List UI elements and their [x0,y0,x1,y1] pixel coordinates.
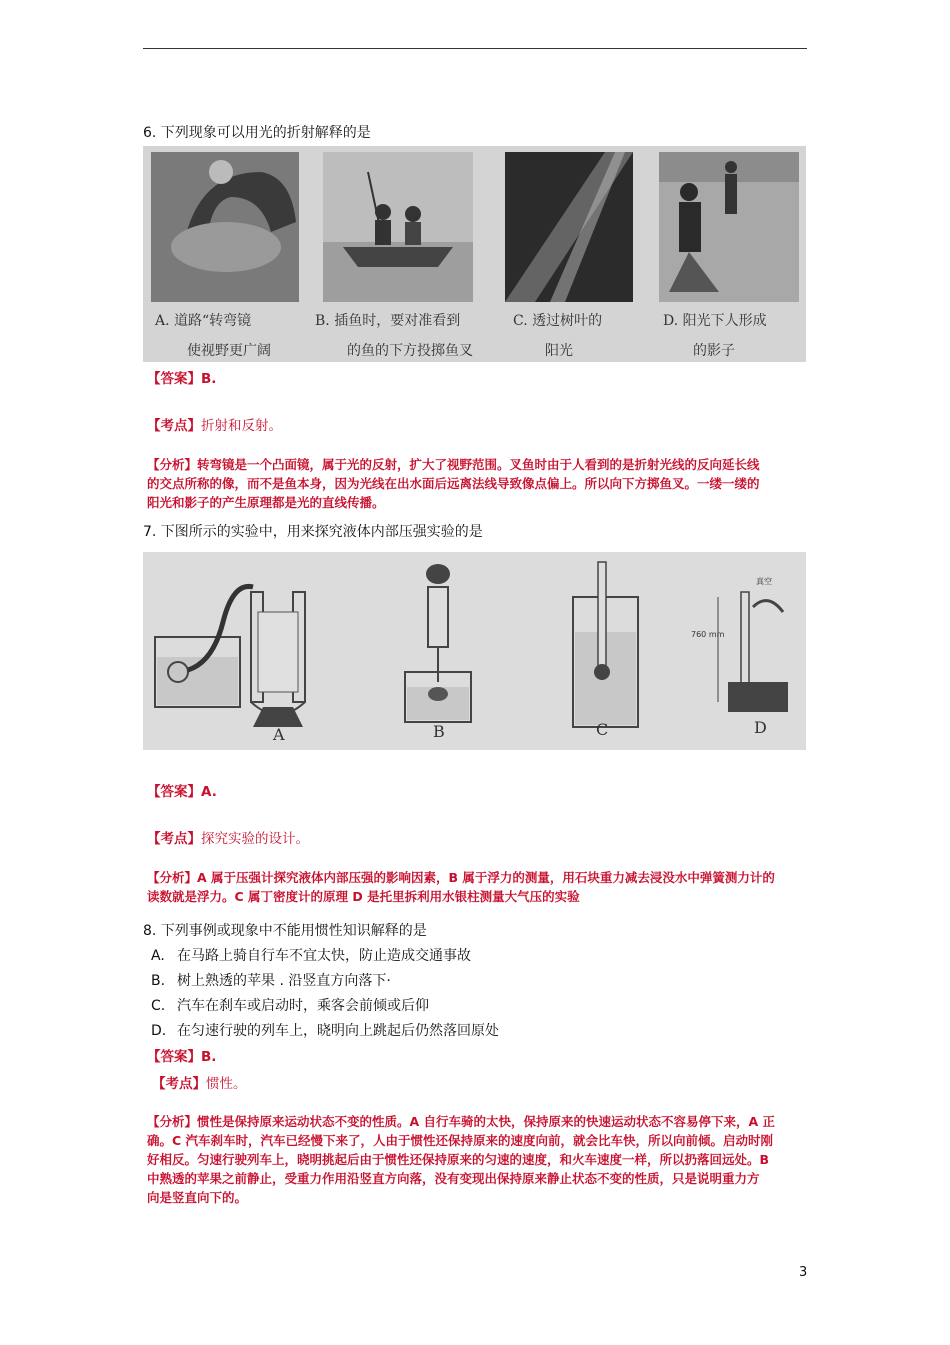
caption-a: A. 道路“转弯镜 使视野更广阔 [155,313,271,359]
vacuum-label: 真空 [756,577,772,586]
label-c: C [596,720,609,739]
header-rule [143,48,807,49]
q8-kaodian: 【考点】惯性。 [152,1076,247,1092]
q6-answer: 【答案】B. [147,371,217,387]
q8-option-a: A. 在马路上骑自行车不宜太快，防止造成交通事故 [151,948,471,964]
caption-d: D. 阳光下人形成 的影子 [663,313,767,359]
sunlight-through-leaves-image [505,152,633,302]
mirror-photo [151,152,299,302]
q7-kaodian: 【考点】探究实验的设计。 [147,831,309,847]
q8-option-b: B. 树上熟透的苹果 . 沿竖直方向落下· [151,973,391,989]
experiment-apparatus-drawing [143,552,806,750]
question-8-title: 8. 下列事例或现象中不能用惯性知识解释的是 [143,923,427,939]
mm-label: 760 mm [691,630,725,639]
q8-analysis: 【分析】惯性是保持原来运动状态不变的性质。A 自行车骑的太快，保持原来的快速运动状态不容易停下来，A 正 确。C 汽车刹车时，汽车已经慢下来了，人由于惯性还保持原来的速度向前，就会比车快，所以向前倾。启动时刚 好相反。匀速行驶列车上，晓明挑起后由于惯性还保持原来的匀速的速度，和火车速度一样，所以扔落回远处。B 中熟透的苹果之前静止，受重力作用沿竖直方向落，没有变现出保持原来静止状态不变的性质，只是说明重力方 向是竖直向下的。 [147,1114,776,1205]
q6-kaodian: 【考点】折射和反射。 [147,418,282,434]
question-6-title: 6. 下列现象可以用光的折射解释的是 [143,125,371,141]
question-6-figure [143,146,806,362]
q8-option-c: C. 汽车在刹车或启动时，乘客会前倾或后仰 [151,998,429,1014]
shadow-photo [659,152,799,302]
sunlight-photo [505,152,633,302]
page-number: 3 [799,1265,808,1280]
convex-mirror-image [151,152,299,302]
q6-analysis: 【分析】转弯镜是一个凸面镜，属于光的反射，扩大了视野范围。叉鱼时由于人看到的是折射光线的反向延长线 的交点所称的像，而不是鱼本身，因为光线在出水面后远离法线导致像点偏上。所以向下方掷鱼叉。一缕一缕的 阳光和影子的产生原理都是光的直线传播。 [147,457,760,510]
fishing-photo [323,152,473,302]
caption-b: B. 插鱼时，要对准看到 的鱼的下方投掷鱼叉 [315,313,473,359]
question-7-title: 7. 下图所示的实验中，用来探究液体内部压强实验的是 [143,524,483,540]
q7-answer: 【答案】A. [147,784,217,800]
label-a: A [273,725,285,744]
fishing-boat-image [323,152,473,302]
person-shadow-image [659,152,799,302]
question-7-figure [143,552,806,750]
label-d: D [754,718,767,737]
q8-option-d: D. 在匀速行驶的列车上，晓明向上跳起后仍然落回原处 [151,1023,499,1039]
q7-analysis: 【分析】A 属于压强计探究液体内部压强的影响因素，B 属于浮力的测量，用石块重力减去浸没水中弹簧测力计的 读数就是浮力。C 属丁密度计的原理 D 是托里拆利用水银柱测量大气压的实验 [147,870,775,904]
label-b: B [433,722,445,741]
q8-answer: 【答案】B. [147,1049,217,1065]
caption-c: C. 透过树叶的 阳光 [513,313,603,359]
